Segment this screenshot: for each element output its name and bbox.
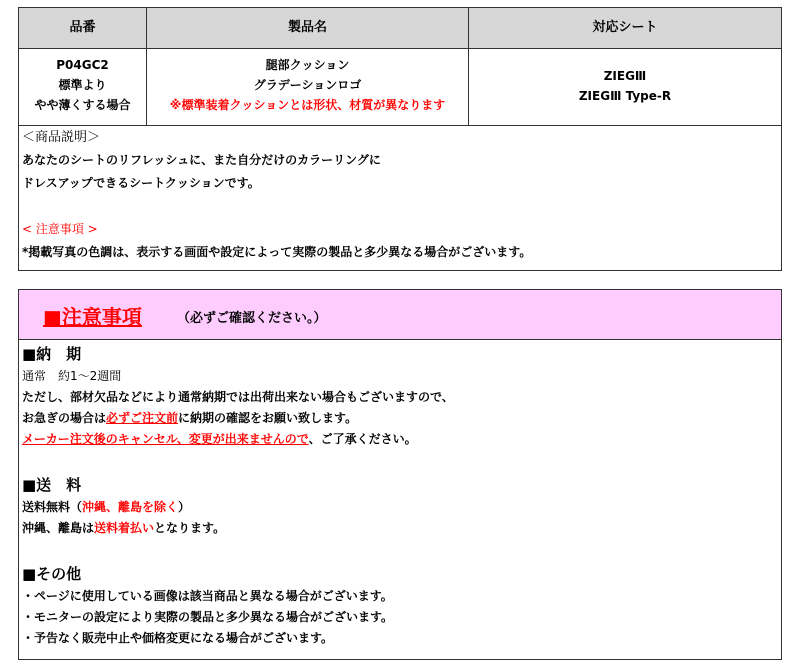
other-line: ・ページに使用している画像は該当商品と異なる場合がございます。 bbox=[22, 589, 393, 603]
product-row bbox=[19, 49, 781, 126]
product-number-note: やや薄くする場合 bbox=[34, 98, 131, 112]
header-product-number: 品番 bbox=[69, 20, 96, 35]
other-section bbox=[22, 562, 393, 649]
other-line: ・モニターの設定により実際の製品と多少異なる場合がございます。 bbox=[22, 610, 394, 624]
header-compatible-seat: 対応シート bbox=[592, 20, 658, 35]
description-heading: ＜商品説明＞ bbox=[22, 130, 101, 145]
shipping-line: 送料無料（沖縄、離島を除く） bbox=[22, 500, 191, 514]
other-title: ■その他 bbox=[22, 565, 82, 583]
description-line: あなたのシートのリフレッシュに、また自分だけのカラーリングに bbox=[22, 153, 381, 167]
delivery-line: 通常 約1～2週間 bbox=[22, 369, 122, 383]
notice-subtitle: （必ずご確認ください。） bbox=[177, 311, 327, 326]
header-product-name: 製品名 bbox=[287, 20, 327, 35]
seat-model: ZIEGⅢ Type-R bbox=[578, 89, 672, 103]
product-name-sub: グラデーションロゴ bbox=[253, 78, 362, 92]
shipping-section bbox=[22, 473, 225, 539]
other-line: ・予告なく販売中止や価格変更になる場合がございます。 bbox=[22, 631, 334, 645]
product-name-cell bbox=[147, 49, 468, 131]
product-table-header bbox=[19, 8, 781, 49]
delivery-title: ■納 期 bbox=[22, 345, 82, 363]
product-warning: ※標準装着クッションとは形状、材質が異なります bbox=[169, 98, 446, 112]
product-number-cell bbox=[19, 49, 146, 131]
shipping-line: 沖縄、離島は送料着払いとなります。 bbox=[22, 521, 226, 535]
caution-text: *掲載写真の色調は、表示する画面や設定によって実際の製品と多少異なる場合がございます。 bbox=[22, 245, 532, 259]
caution-heading: < 注意事項 > bbox=[22, 222, 98, 236]
seat-model: ZIEGⅢ bbox=[603, 69, 647, 83]
product-name: 腿部クッション bbox=[265, 58, 350, 72]
shipping-exclusion: 沖縄、離島を除く bbox=[82, 500, 179, 514]
order-first-emphasis: 必ずご注文前 bbox=[106, 411, 179, 425]
notice-box bbox=[18, 289, 782, 660]
notice-title: ■注意事項 bbox=[43, 305, 142, 329]
delivery-line: ただし、部材欠品などにより通常納期では出荷出来ない場合もございますので、 bbox=[22, 390, 454, 404]
notice-header bbox=[19, 290, 781, 340]
product-table bbox=[18, 7, 782, 271]
cash-on-delivery-emphasis: 送料着払い bbox=[94, 521, 155, 535]
product-description bbox=[22, 126, 531, 264]
description-spacer bbox=[22, 195, 531, 218]
product-number: P04GC2 bbox=[56, 58, 109, 72]
description-line: ドレスアップできるシートクッションです。 bbox=[22, 176, 260, 190]
product-number-note: 標準より bbox=[58, 78, 107, 92]
no-cancel-emphasis: メーカー注文後のキャンセル、変更が出来ませんので bbox=[22, 432, 309, 446]
delivery-section bbox=[22, 342, 454, 450]
shipping-title: ■送 料 bbox=[22, 476, 82, 494]
delivery-line: お急ぎの場合は必ずご注文前に納期の確認をお願い致します。 bbox=[22, 411, 358, 425]
delivery-line: メーカー注文後のキャンセル、変更が出来ませんので、ご了承ください。 bbox=[22, 432, 417, 446]
